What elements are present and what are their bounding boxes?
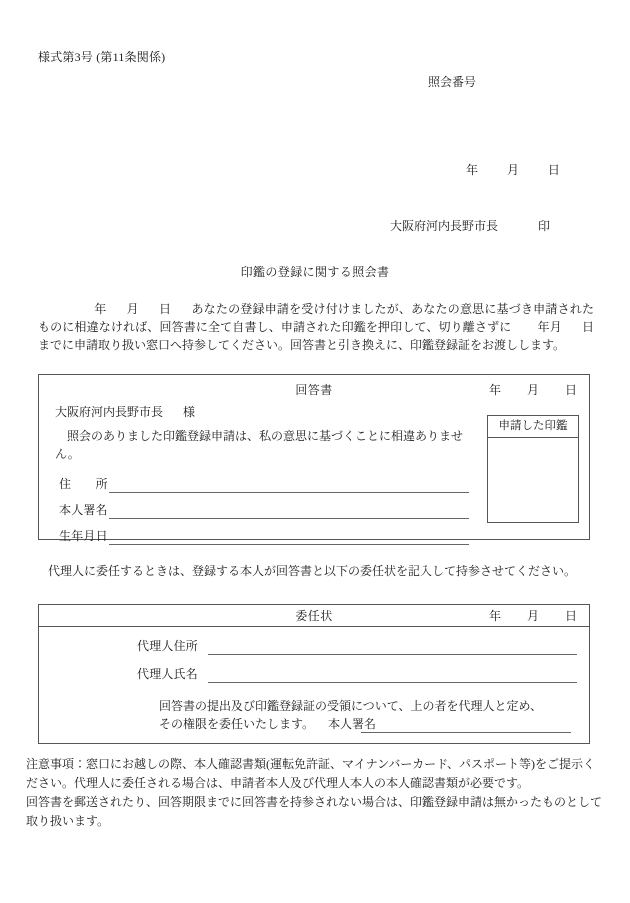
reply-date-year: 年 [488,383,501,397]
footer-note-1: 注意事項：窓口にお越しの際、本人確認書類(運転免許証、マイナンバーカード、パスポート等)をご提示ください。代理人に委任される場合は、申請者本人及び代理人本人の本人確認書類が必要です。 [26,757,595,790]
poa-signature-input[interactable] [361,731,571,733]
reply-addressee-name: 大阪府河内長野市長 [55,405,164,419]
intro-deadline-year: 年 [537,320,550,335]
agent-address-input[interactable] [208,641,577,655]
reply-form-header [39,381,589,397]
page-title: 印鑑の登録に関する照会書 [240,265,390,279]
intro-deadline-rest: 日までに申請取り扱い窓口へ持参してください。回答書と引き換えに、印鑑登録証をお渡しします。 [38,320,594,353]
issue-date-day: 日 [547,163,561,177]
reply-date-day: 日 [564,383,577,397]
signature-input[interactable] [109,505,469,519]
seal-box-label: 申請した印鑑 [488,416,578,438]
poa-signature-label: 本人署名 [328,717,377,731]
inquiry-number-label: 照会番号 [428,75,477,89]
issue-date-year: 年 [466,163,479,177]
agent-address-label: 代理人住所 [137,639,199,653]
mayor-name: 大阪府河内長野市長 [390,219,499,233]
agent-name-input[interactable] [208,669,577,683]
address-input[interactable] [109,479,469,493]
footer-note-2: 回答書を郵送されたり、回答期限までに回答書を持参されない場合は、印鑑登録申請は無かったものとして取り扱います。 [26,794,603,828]
intro-month: 月 [126,302,139,316]
intro-paragraph [38,300,594,355]
poa-header [39,605,589,627]
reply-statement [55,427,485,463]
poa-date-month: 月 [526,609,539,623]
reply-form-date-line [489,381,577,399]
field-row-signature [59,501,469,519]
field-row-agent-name [137,665,577,683]
issue-date-line [466,161,560,179]
intro-year: 年 [94,302,107,316]
mayor-line [390,217,550,235]
poa-date-year: 年 [488,609,501,623]
issue-date-month: 月 [506,163,520,177]
intro-body-part1: あなたの登録申請を受け付けましたが、あなたの意思に基づき申請された [191,302,594,316]
reply-date-month: 月 [526,383,539,397]
footer-notes [26,755,606,831]
proxy-notice-text: 代理人に委任するときは、登録する本人が回答書と以下の委任状を記入して持参させてください。 [48,564,577,578]
reply-form-box [38,374,590,543]
reply-addressee-line [55,403,195,421]
field-row-birthdate [59,527,469,545]
agent-name-label: 代理人氏名 [137,667,199,681]
seal-mark-icon: 印 [538,219,551,233]
reply-statement-text: 照会のありました印鑑登録申請は、私の意思に基づくことに相違ありません。 [55,429,464,461]
form-number-label: 様式第3号 (第11条関係) [38,50,166,64]
power-of-attorney-box [38,604,590,744]
intro-body-part2: ものに相違なければ、回答書に全て自書し、申請された印鑑を押印して、切り離さずに [38,320,512,335]
reply-addressee-honorific: 様 [183,405,196,419]
birthdate-input[interactable] [109,531,469,545]
poa-statement-line1: 回答書の提出及び印鑑登録証の受領について、上の者を代理人と定め、 [159,699,543,713]
field-row-agent-address [137,637,577,655]
seal-stamp-box[interactable] [487,415,579,523]
signature-label: 本人署名 [59,503,108,517]
reply-field-list [59,475,469,553]
poa-statement-line2: その権限を委任いたします。 [159,717,315,731]
intro-day: 日 [158,302,172,316]
address-label: 住 所 [59,477,108,491]
reply-form-title: 回答書 [295,383,333,397]
birthdate-label: 生年月日 [59,529,108,543]
poa-statement [159,697,579,733]
poa-date-line [489,607,577,625]
poa-title: 委任状 [295,609,333,623]
intro-deadline-month: 月 [549,320,562,335]
poa-date-day: 日 [564,609,577,623]
poa-field-list [137,637,577,693]
seal-stamp-area[interactable] [488,438,578,522]
field-row-address [59,475,469,493]
